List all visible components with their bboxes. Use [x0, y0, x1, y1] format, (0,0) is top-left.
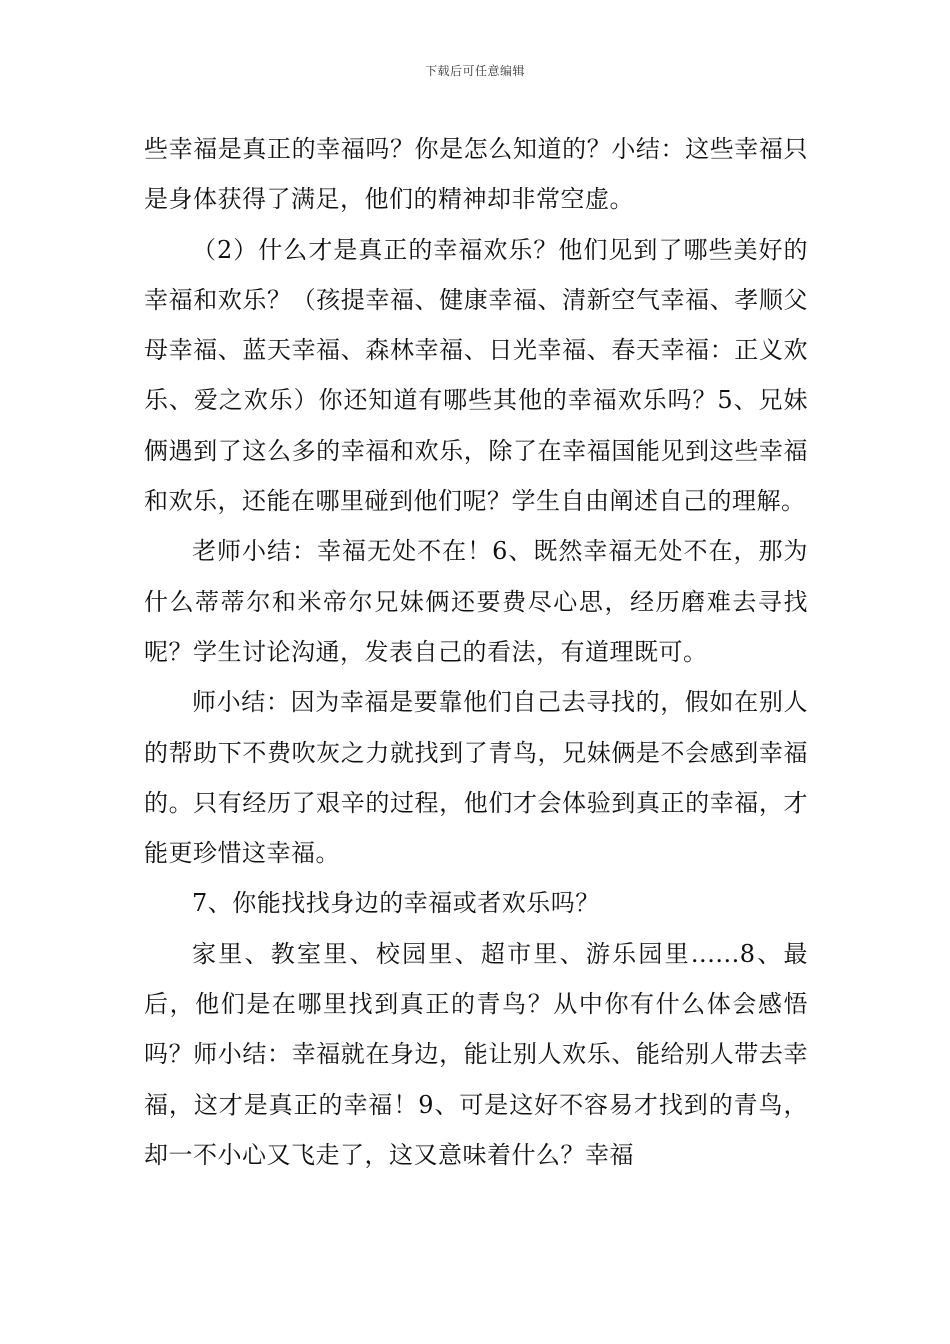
paragraph-question-2: （2）什么才是真正的幸福欢乐？他们见到了哪些美好的幸福和欢乐？（孩提幸福、健康幸福、清新空气幸福、孝顺父母幸福、蓝天幸福、森林幸福、日光幸福、春天幸福：正义欢乐、爱之欢乐）你还知道有哪些其他的幸福欢乐吗？5、兄妹俩遇到了这么多的幸福和欢乐，除了在幸福国能见到这些幸福和欢乐，还能在哪里碰到他们呢？学生自由阐述自己的理解。 [144, 235, 808, 516]
paragraph-teacher-summary: 老师小结：幸福无处不在！6、既然幸福无处不在，那为什么蒂蒂尔和米帝尔兄妹俩还要费尽心思，经历磨难去寻找呢？学生讨论沟通，发表自己的看法，有道理既可。 [144, 537, 808, 666]
document-body [144, 124, 808, 1180]
paragraph-question-7: 7、你能找找身边的幸福或者欢乐吗？ [192, 889, 600, 918]
paragraph-places-and-question-8: 家里、教室里、校园里、超市里、游乐园里......8、最后，他们是在哪里找到真正的青鸟？从中你有什么体会感悟吗？师小结：幸福就在身边，能让别人欢乐、能给别人带去幸福，这才是真正的幸福！9、可是这好不容易才找到的青鸟，却一不小心又飞走了，这又意味着什么？幸福 [144, 939, 808, 1169]
page-header-note: 下载后可任意编辑 [424, 64, 525, 78]
paragraph-continuation: 些幸福是真正的幸福吗？你是怎么知道的？小结：这些幸福只是身体获得了满足，他们的精神却非常空虚。 [144, 135, 808, 214]
paragraph-teacher-conclusion: 师小结：因为幸福是要靠他们自己去寻找的，假如在别人的帮助下不费吹灰之力就找到了青鸟，兄妹俩是不会感到幸福的。只有经历了艰辛的过程，他们才会体验到真正的幸福，才能更珍惜这幸福。 [144, 688, 808, 868]
